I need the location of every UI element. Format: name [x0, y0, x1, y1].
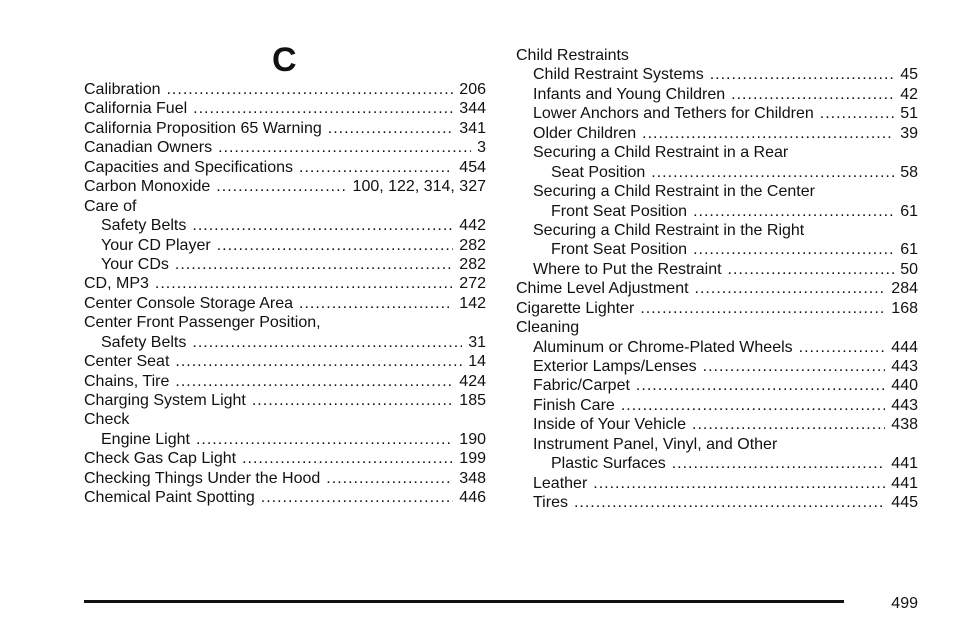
dot-leader: [242, 449, 453, 468]
index-entry: [516, 65, 918, 84]
index-entry: [516, 221, 918, 240]
index-entry-text: Calibration: [84, 81, 161, 98]
index-entry-page: 61: [900, 202, 918, 220]
index-entry-page: 445: [891, 494, 918, 512]
dot-leader: [799, 338, 886, 357]
index-entry: [516, 240, 918, 259]
index-entry: [516, 182, 918, 201]
index-entry-text: Chime Level Adjustment: [516, 280, 689, 298]
index-entry-text: California Proposition 65 Warning: [84, 119, 322, 137]
index-entry-text: Capacities and Specifications: [84, 158, 294, 176]
index-entry: [84, 449, 486, 468]
index-entry: [516, 279, 918, 298]
dot-leader: [155, 274, 453, 293]
index-entry: [84, 488, 486, 507]
index-entry-page: 142: [459, 294, 486, 312]
index-entry-page: 441: [891, 474, 918, 492]
index-entry-text: CD, MP3: [84, 275, 149, 293]
dot-leader: [651, 163, 894, 182]
index-entry-text: Carbon Monoxide: [84, 178, 211, 196]
dot-leader: [693, 202, 894, 221]
dot-leader: [328, 119, 454, 138]
index-entry-page: 282: [459, 236, 486, 254]
index-entry-text: Securing a Child Restraint in a Rear: [533, 144, 789, 162]
index-entry-text: Child Restraints: [516, 47, 629, 64]
index-entry-text: Chemical Paint Spotting: [84, 489, 255, 507]
index-entry: [84, 80, 486, 99]
dot-leader: [216, 177, 346, 196]
index-entry-page: 282: [459, 255, 486, 273]
index-entry-page: 50: [900, 260, 918, 278]
index-entry: [84, 158, 486, 177]
index-entry-page: 424: [459, 372, 486, 390]
index-entry-page: 58: [900, 163, 918, 181]
index-entry-page: 42: [900, 85, 918, 103]
index-entry-page: 442: [459, 217, 486, 235]
index-entry-text: Tires: [533, 494, 568, 512]
index-entry-text: Your CD Player: [101, 236, 211, 254]
index-entry: [84, 333, 486, 352]
index-entry-text: Securing a Child Restraint in the Right: [533, 221, 805, 239]
index-entry-page: 438: [891, 416, 918, 434]
index-entry-text: Your CDs: [101, 255, 169, 273]
index-entry-text: Infants and Young Children: [533, 85, 726, 103]
index-entry-text: Older Children: [533, 124, 637, 142]
section-letter: C: [272, 41, 297, 79]
index-entry: [84, 430, 486, 449]
index-entry: [516, 376, 918, 395]
index-entry: [516, 46, 918, 65]
index-entry-page: 61: [900, 241, 918, 259]
index-entry: [84, 119, 486, 138]
index-entry: [516, 124, 918, 143]
dot-leader: [731, 85, 894, 104]
index-entry-page: 14: [468, 353, 486, 371]
index-entry-text: Care of: [84, 197, 137, 215]
index-entry-page: 443: [891, 396, 918, 414]
index-entry-text: Seat Position: [551, 163, 646, 181]
index-entry-page: 31: [468, 333, 486, 351]
index-entry-text: Center Front Passenger Position,: [84, 314, 321, 332]
index-entry-page: 190: [459, 430, 486, 448]
index-entry-text: Lower Anchors and Tethers for Children: [533, 105, 814, 123]
dot-leader: [820, 104, 894, 123]
index-entry: [84, 255, 486, 274]
dot-leader: [593, 474, 885, 493]
index-entry-text: Checking Things Under the Hood: [84, 469, 321, 487]
index-entry: [84, 236, 486, 255]
index-entry-page: 444: [891, 338, 918, 356]
index-entry-text: Exterior Lamps/Lenses: [533, 358, 697, 375]
index-entry-text: Check Gas Cap Light: [84, 450, 237, 468]
index-entry-text: Finish Care: [533, 396, 615, 414]
index-entry-page: 440: [891, 377, 918, 395]
index-entry-page: 51: [900, 105, 918, 123]
index-entry-text: Safety Belts: [101, 217, 187, 235]
index-entry-text: Aluminum or Chrome-Plated Wheels: [533, 338, 793, 356]
index-entry-text: Cigarette Lighter: [516, 299, 635, 317]
index-entry-text: Center Seat: [84, 353, 170, 371]
dot-leader: [636, 376, 885, 395]
index-entry: [516, 163, 918, 182]
index-entry: [84, 313, 486, 332]
index-entry-page: 3: [477, 139, 486, 157]
index-entry: [516, 396, 918, 415]
index-entry-page: 45: [900, 66, 918, 84]
dot-leader: [299, 158, 453, 177]
dot-leader: [196, 430, 453, 449]
dot-leader: [695, 279, 886, 298]
index-entry: [84, 177, 486, 196]
index-entry-text: Charging System Light: [84, 392, 246, 409]
index-entry-page: 348: [459, 469, 486, 487]
index-entry: [516, 338, 918, 357]
index-entry-page: 443: [891, 358, 918, 375]
index-entry: [84, 352, 486, 371]
dot-leader: [193, 99, 453, 118]
index-entry: [516, 474, 918, 493]
index-entry: [84, 99, 486, 118]
index-entry-text: Where to Put the Restraint: [533, 260, 722, 278]
index-entry-page: 168: [891, 299, 918, 317]
index-entry: [516, 357, 918, 376]
index-entry-page: 100, 122, 314, 327: [352, 178, 486, 196]
dot-leader: [640, 299, 885, 318]
index-entry-text: Check: [84, 411, 130, 429]
dot-leader: [326, 469, 453, 488]
index-entry-page: 344: [459, 100, 486, 118]
index-entry: [516, 143, 918, 162]
index-entry-text: Plastic Surfaces: [551, 455, 666, 473]
index-entry-text: Leather: [533, 474, 588, 492]
footer-rule: [84, 600, 844, 603]
index-entry: [84, 274, 486, 293]
index-entry: [84, 391, 486, 410]
dot-leader: [672, 454, 886, 473]
dot-leader: [642, 124, 894, 143]
dot-leader: [574, 493, 885, 512]
dot-leader: [175, 352, 462, 371]
dot-leader: [710, 65, 894, 84]
index-entry: [84, 469, 486, 488]
index-entry-text: Front Seat Position: [551, 241, 688, 259]
page-number: 499: [891, 595, 918, 612]
index-entry-page: 454: [459, 158, 486, 176]
index-entry: [516, 202, 918, 221]
index-entry: [84, 410, 486, 429]
dot-leader: [192, 333, 462, 352]
dot-leader: [693, 240, 894, 259]
index-entry: [516, 104, 918, 123]
index-entry: [516, 415, 918, 434]
dot-leader: [217, 236, 454, 255]
index-entry-text: Fabric/Carpet: [533, 377, 630, 395]
index-entry-text: Chains, Tire: [84, 372, 170, 390]
index-entry-page: 284: [891, 280, 918, 298]
index-entry: [84, 197, 486, 216]
index-entry: [516, 299, 918, 318]
index-entry-text: Safety Belts: [101, 333, 187, 351]
index-entry-text: Engine Light: [101, 430, 190, 448]
index-column-left: [84, 80, 486, 508]
dot-leader: [218, 138, 471, 157]
index-entry-page: 206: [459, 81, 486, 98]
index-entry-page: 441: [891, 455, 918, 473]
index-entry: [516, 454, 918, 473]
index-entry: [84, 138, 486, 157]
dot-leader: [252, 391, 453, 410]
index-column-right: [516, 46, 918, 513]
dot-leader: [728, 260, 895, 279]
index-entry: [84, 294, 486, 313]
index-entry-text: Cleaning: [516, 319, 580, 337]
dot-leader: [175, 372, 453, 391]
index-entry-text: California Fuel: [84, 100, 188, 118]
dot-leader: [621, 396, 885, 415]
dot-leader: [261, 488, 454, 507]
dot-leader: [299, 294, 453, 313]
index-entry-page: 446: [459, 489, 486, 507]
index-entry: [84, 372, 486, 391]
index-entry-text: Instrument Panel, Vinyl, and Other: [533, 435, 778, 453]
index-entry: [516, 493, 918, 512]
index-entry-text: Child Restraint Systems: [533, 66, 704, 84]
index-entry: [516, 260, 918, 279]
index-entry-text: Front Seat Position: [551, 202, 688, 220]
index-entry-text: Canadian Owners: [84, 139, 213, 157]
dot-leader: [692, 415, 885, 434]
index-entry: [516, 85, 918, 104]
index-entry-page: 272: [459, 275, 486, 293]
index-entry: [516, 435, 918, 454]
dot-leader: [703, 357, 886, 376]
index-entry-page: 199: [459, 450, 486, 468]
dot-leader: [166, 80, 453, 99]
index-entry-page: 39: [900, 124, 918, 142]
index-entry-page: 341: [459, 119, 486, 137]
index-entry: [516, 318, 918, 337]
index-entry-page: 185: [459, 392, 486, 409]
index-entry-text: Securing a Child Restraint in the Center: [533, 183, 815, 201]
index-entry-text: Inside of Your Vehicle: [533, 416, 687, 434]
dot-leader: [175, 255, 453, 274]
index-entry: [84, 216, 486, 235]
dot-leader: [192, 216, 453, 235]
index-entry-text: Center Console Storage Area: [84, 294, 294, 312]
